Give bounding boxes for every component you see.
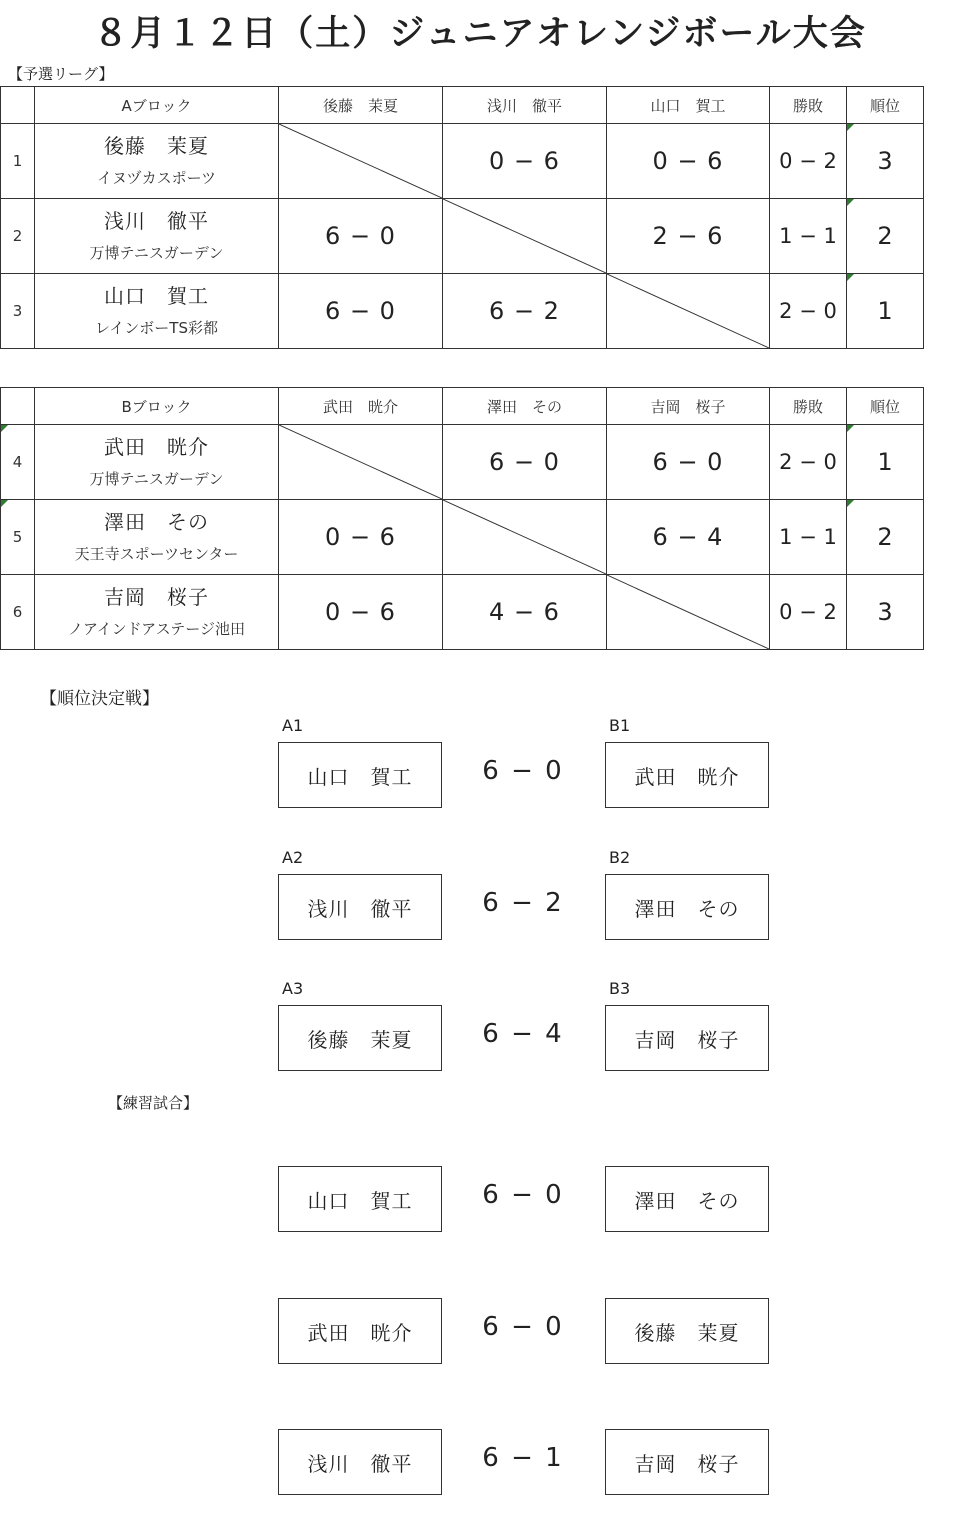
table-row [1,124,924,199]
player-box: 澤田 その [605,1166,769,1232]
match-result: 6 − 0 [482,1180,564,1210]
col-header-player: 吉岡 桜子 [607,388,770,425]
table-header-row [1,87,924,124]
match-score: 6 − 2 [443,274,607,349]
player-cell [35,274,279,349]
match-result: 6 − 4 [482,1019,564,1049]
block-name: Bブロック [35,388,279,425]
player-box: 後藤 茉夏 [278,1005,442,1071]
player-cell [35,425,279,500]
comment-marker-icon [847,124,854,131]
self-match-cell [279,425,443,500]
corner-cell [1,388,35,425]
practice-label: 【練習試合】 [108,1094,199,1112]
col-header-player: 浅川 徹平 [443,87,607,124]
table-row [1,500,924,575]
comment-marker-icon [847,199,854,206]
comment-marker-icon [847,500,854,507]
placement-label: 【順位決定戦】 [40,689,159,709]
col-header-player: 後藤 茉夏 [279,87,443,124]
diagonal-line [607,274,769,348]
table-row [1,575,924,650]
match-seed-label: B1 [609,716,631,735]
match-score: 0 − 6 [279,500,443,575]
match-score: 2 − 6 [607,199,770,274]
match-seed-label: B2 [609,848,631,867]
club-name: ノアインドアステージ池田 [67,620,245,638]
win-loss: 0 − 2 [770,575,847,650]
club-name: イヌヅカスポーツ [97,169,216,187]
win-loss: 2 − 0 [770,425,847,500]
col-header-player: 澤田 その [443,388,607,425]
match-seed-label: A1 [282,716,304,735]
club-name: 天王寺スポーツセンター [74,545,239,563]
diagonal-line [279,124,442,198]
player-cell [35,575,279,650]
player-name: 澤田 その [104,510,209,534]
player-box: 吉岡 桜子 [605,1429,769,1495]
seed-number: 1 [1,124,35,199]
win-loss: 2 − 0 [770,274,847,349]
player-box: 山口 賀工 [278,1166,442,1232]
block-b-table [0,387,924,650]
table-row [1,274,924,349]
rank-value: 2 [877,523,893,551]
col-header-player: 山口 賀工 [607,87,770,124]
block-a-table [0,86,924,349]
rank-cell [847,425,924,500]
player-box: 後藤 茉夏 [605,1298,769,1364]
table-row [1,425,924,500]
match-seed-label: A3 [282,979,304,998]
page-title: ８月１２日（土）ジュニアオレンジボール大会 [93,14,867,54]
rank-cell [847,274,924,349]
rank-cell [847,500,924,575]
player-box: 武田 晄介 [605,742,769,808]
table-header-row [1,388,924,425]
match-score: 4 − 6 [443,575,607,650]
match-result: 6 − 1 [482,1443,564,1473]
rank-value: 1 [877,448,893,476]
match-score: 0 − 6 [279,575,443,650]
player-box: 浅川 徹平 [278,874,442,940]
player-cell [35,199,279,274]
rank-value: 2 [877,222,893,250]
player-box: 吉岡 桜子 [605,1005,769,1071]
player-box: 山口 賀工 [278,742,442,808]
player-box: 澤田 その [605,874,769,940]
seed-value: 4 [12,453,23,471]
self-match-cell [279,124,443,199]
col-header-rank: 順位 [847,87,924,124]
comment-marker-icon [1,500,8,507]
col-header-rank: 順位 [847,388,924,425]
match-result: 6 − 0 [482,756,564,786]
player-name: 吉岡 桜子 [104,585,209,609]
seed-value: 5 [12,528,23,546]
rank-value: 3 [847,575,924,650]
self-match-cell [443,199,607,274]
match-score: 6 − 4 [607,500,770,575]
diagonal-line [607,575,769,649]
comment-marker-icon [847,274,854,281]
player-cell [35,124,279,199]
match-seed-label: A2 [282,848,304,867]
player-cell [35,500,279,575]
seed-number [1,500,35,575]
col-header-record: 勝敗 [770,388,847,425]
win-loss: 0 − 2 [770,124,847,199]
match-result: 6 − 2 [482,888,564,918]
self-match-cell [443,500,607,575]
club-name: レインボーTS彩都 [95,319,218,337]
diagonal-line [443,199,606,273]
match-score: 0 − 6 [443,124,607,199]
player-name: 武田 晄介 [104,435,209,459]
player-name: 後藤 茉夏 [104,134,209,158]
comment-marker-icon [847,425,854,432]
match-result: 6 − 0 [482,1312,564,1342]
player-box: 武田 晄介 [278,1298,442,1364]
win-loss: 1 − 1 [770,199,847,274]
player-box: 浅川 徹平 [278,1429,442,1495]
block-name: Aブロック [35,87,279,124]
self-match-cell [607,575,770,650]
prelim-league-label: 【予選リーグ】 [8,65,114,83]
player-name: 浅川 徹平 [104,209,209,233]
seed-number: 2 [1,199,35,274]
col-header-record: 勝敗 [770,87,847,124]
rank-value: 1 [877,297,893,325]
match-score: 6 − 0 [443,425,607,500]
club-name: 万博テニスガーデン [89,244,224,262]
diagonal-line [279,425,442,499]
seed-number [1,425,35,500]
match-score: 6 − 0 [279,199,443,274]
match-score: 0 − 6 [607,124,770,199]
seed-number: 6 [1,575,35,650]
table-row [1,199,924,274]
corner-cell [1,87,35,124]
rank-cell [847,199,924,274]
match-score: 6 − 0 [607,425,770,500]
match-seed-label: B3 [609,979,631,998]
diagonal-line [443,500,606,574]
col-header-player: 武田 晄介 [279,388,443,425]
player-name: 山口 賀工 [104,284,209,308]
rank-value: 3 [877,147,893,175]
rank-cell [847,124,924,199]
match-score: 6 − 0 [279,274,443,349]
comment-marker-icon [1,425,8,432]
seed-number: 3 [1,274,35,349]
club-name: 万博テニスガーデン [89,470,224,488]
win-loss: 1 − 1 [770,500,847,575]
self-match-cell [607,274,770,349]
